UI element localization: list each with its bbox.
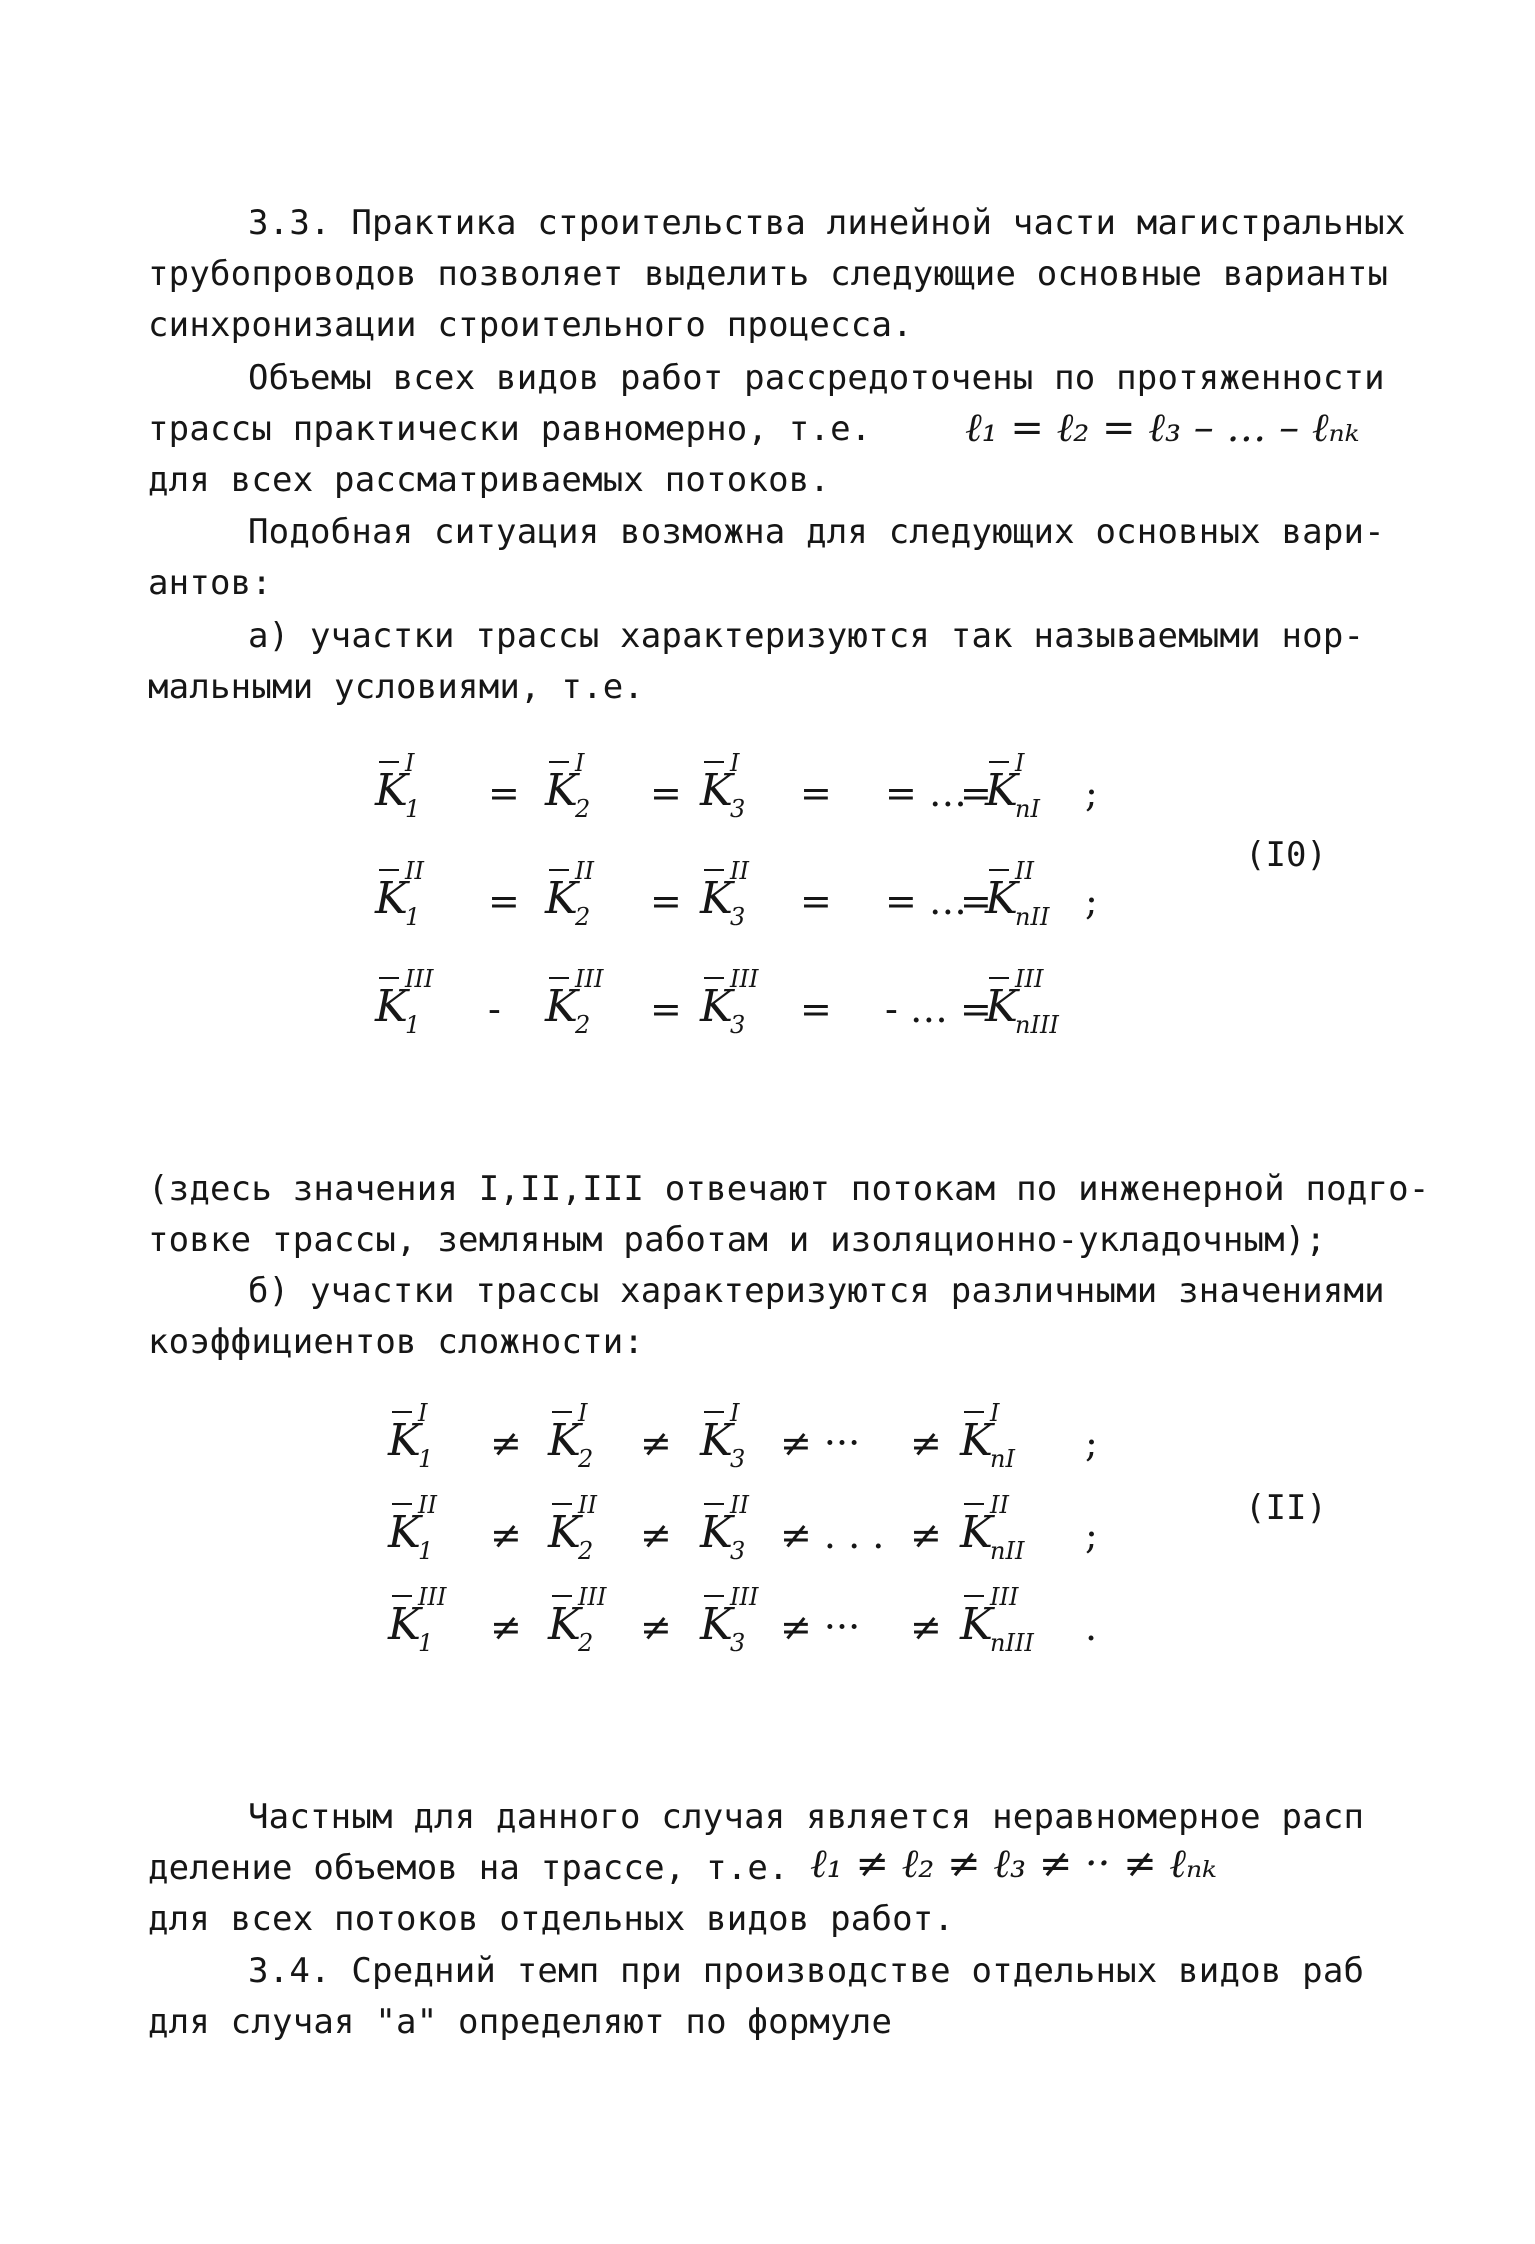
flow-superscript: II xyxy=(730,857,749,885)
operator: ≠ xyxy=(640,1421,672,1465)
text-line: для всех потоков отдельных видов работ. xyxy=(148,1899,955,1939)
flow-superscript: I xyxy=(990,1399,1000,1427)
coefficient-term xyxy=(545,749,591,823)
overline-mark xyxy=(989,977,1009,979)
overline-mark xyxy=(552,1595,572,1597)
flow-superscript: I xyxy=(405,749,415,777)
overline-mark xyxy=(704,869,724,871)
uniform-distribution-formula: ℓ₁ = ℓ₂ = ℓ₃ – … – ℓₙₖ xyxy=(965,405,1360,451)
row-terminator: ; xyxy=(1085,1421,1098,1465)
operator: = … xyxy=(885,879,967,923)
flow-superscript: I xyxy=(730,749,740,777)
operator: ≠ . . . xyxy=(780,1513,885,1557)
flow-superscript: I xyxy=(418,1399,428,1427)
section-subscript: 1 xyxy=(405,903,421,931)
text-line: Объемы всех видов работ рассредоточены по протяженности xyxy=(248,358,1385,398)
coefficient-symbol: K xyxy=(700,873,733,924)
coefficient-symbol: K xyxy=(388,1507,421,1558)
coefficient-symbol: K xyxy=(375,765,408,816)
equation-number-10: (I0) xyxy=(1245,835,1327,875)
row-terminator: ; xyxy=(1085,1513,1098,1557)
section-subscript: nI xyxy=(990,1445,1015,1473)
coefficient-term xyxy=(700,749,746,823)
coefficient-term xyxy=(545,965,604,1039)
flow-superscript: I xyxy=(730,1399,740,1427)
section-subscript: 3 xyxy=(730,903,746,931)
paragraph-flows-note xyxy=(148,1164,1430,1266)
overline-mark xyxy=(392,1411,412,1413)
section-subscript: nIII xyxy=(1015,1011,1059,1039)
section-subscript: 2 xyxy=(575,903,591,931)
operator: = xyxy=(650,879,682,923)
text-line: 3.4. Средний темп при производстве отдельных видов раб xyxy=(248,1951,1365,1991)
coefficient-term xyxy=(548,1399,594,1473)
operator: ≠ xyxy=(910,1513,942,1557)
text-line: коэффициентов сложности: xyxy=(148,1322,645,1362)
text-line: товке трассы, земляным работам и изоляционно-укладочным); xyxy=(148,1220,1327,1260)
overline-mark xyxy=(552,1411,572,1413)
coefficient-symbol: K xyxy=(960,1415,993,1466)
row-terminator: ; xyxy=(1085,879,1098,923)
text-line: б) участки трассы характеризуются различными значениями xyxy=(248,1271,1385,1311)
operator: ≠ ··· xyxy=(780,1605,861,1649)
text-line: 3.3. Практика строительства линейной части магистральных xyxy=(248,203,1406,243)
coefficient-symbol: K xyxy=(548,1507,581,1558)
section-subscript: 2 xyxy=(578,1537,594,1565)
coefficient-term xyxy=(388,1583,447,1657)
coefficient-symbol: K xyxy=(700,1599,733,1650)
coefficient-term xyxy=(700,1399,746,1473)
operator: - … xyxy=(885,987,948,1031)
flow-superscript: III xyxy=(405,965,434,993)
flow-superscript: II xyxy=(578,1491,597,1519)
overline-mark xyxy=(704,1503,724,1505)
coefficient-symbol: K xyxy=(545,765,578,816)
coefficient-symbol: K xyxy=(985,981,1018,1032)
text-line: (здесь значения I,II,III отвечают потокам по инженерной подго- xyxy=(148,1169,1430,1209)
flow-superscript: I xyxy=(575,749,585,777)
operator: ≠ xyxy=(490,1605,522,1649)
coefficient-term xyxy=(388,1491,437,1565)
operator: = xyxy=(650,987,682,1031)
paragraph-case-a xyxy=(148,611,1398,713)
coefficient-term xyxy=(700,1491,749,1565)
coefficient-term xyxy=(375,857,424,931)
overline-mark xyxy=(964,1595,984,1597)
section-subscript: 3 xyxy=(730,1445,746,1473)
overline-mark xyxy=(379,869,399,871)
text-line: антов: xyxy=(148,563,273,603)
coefficient-symbol: K xyxy=(548,1415,581,1466)
coefficient-symbol: K xyxy=(548,1599,581,1650)
overline-mark xyxy=(379,977,399,979)
flow-superscript: III xyxy=(730,965,759,993)
overline-mark xyxy=(549,977,569,979)
overline-mark xyxy=(989,761,1009,763)
operator: = xyxy=(960,771,992,815)
operator: ≠ xyxy=(490,1421,522,1465)
operator: ≠ xyxy=(910,1421,942,1465)
text-line: трубопроводов позволяет выделить следующие основные варианты xyxy=(148,254,1389,294)
section-subscript: 3 xyxy=(730,795,746,823)
flow-superscript: II xyxy=(418,1491,437,1519)
operator: = xyxy=(488,771,520,815)
overline-mark xyxy=(704,761,724,763)
coefficient-symbol: K xyxy=(985,765,1018,816)
operator: ≠ xyxy=(640,1605,672,1649)
coefficient-symbol: K xyxy=(960,1599,993,1650)
section-subscript: nII xyxy=(1015,903,1050,931)
section-subscript: nI xyxy=(1015,795,1040,823)
operator: = xyxy=(800,771,832,815)
flow-superscript: III xyxy=(990,1583,1019,1611)
operator: = xyxy=(960,987,992,1031)
text-line: для всех рассматриваемых потоков. xyxy=(148,460,831,500)
operator: ≠ xyxy=(640,1513,672,1557)
coefficient-symbol: K xyxy=(700,1415,733,1466)
overline-mark xyxy=(704,977,724,979)
section-subscript: 1 xyxy=(418,1629,434,1657)
text-line: трассы практически равномерно, т.е. xyxy=(148,409,872,449)
section-subscript: nIII xyxy=(990,1629,1034,1657)
operator: = xyxy=(650,771,682,815)
flow-superscript: I xyxy=(578,1399,588,1427)
flow-superscript: III xyxy=(418,1583,447,1611)
section-subscript: nII xyxy=(990,1537,1025,1565)
coefficient-symbol: K xyxy=(700,1507,733,1558)
coefficient-term xyxy=(375,965,434,1039)
flow-superscript: III xyxy=(578,1583,607,1611)
coefficient-term xyxy=(545,857,594,931)
operator: = xyxy=(488,879,520,923)
flow-superscript: III xyxy=(1015,965,1044,993)
operator: = xyxy=(800,987,832,1031)
text-line: а) участки трассы характеризуются так называемыми нор- xyxy=(248,616,1365,656)
paragraph-variants xyxy=(148,507,1398,609)
flow-superscript: II xyxy=(990,1491,1009,1519)
coefficient-term xyxy=(700,965,759,1039)
section-subscript: 1 xyxy=(418,1537,434,1565)
flow-superscript: II xyxy=(575,857,594,885)
coefficient-symbol: K xyxy=(388,1415,421,1466)
coefficient-term xyxy=(548,1491,597,1565)
flow-superscript: III xyxy=(575,965,604,993)
paragraph-case-b xyxy=(148,1266,1398,1368)
row-terminator: ; xyxy=(1085,771,1098,815)
overline-mark xyxy=(392,1595,412,1597)
overline-mark xyxy=(704,1595,724,1597)
coefficient-term xyxy=(960,1399,1015,1473)
section-subscript: 1 xyxy=(405,1011,421,1039)
section-subscript: 2 xyxy=(575,795,591,823)
flow-superscript: II xyxy=(405,857,424,885)
coefficient-symbol: K xyxy=(375,873,408,924)
coefficient-symbol: K xyxy=(985,873,1018,924)
coefficient-symbol: K xyxy=(700,765,733,816)
coefficient-symbol: K xyxy=(388,1599,421,1650)
paragraph-3-3 xyxy=(148,198,1406,351)
overline-mark xyxy=(549,761,569,763)
section-subscript: 1 xyxy=(405,795,421,823)
operator: = xyxy=(960,879,992,923)
overline-mark xyxy=(989,869,1009,871)
coefficient-symbol: K xyxy=(545,873,578,924)
coefficient-term xyxy=(548,1583,607,1657)
section-subscript: 3 xyxy=(730,1629,746,1657)
operator: = xyxy=(800,879,832,923)
coefficient-symbol: K xyxy=(960,1507,993,1558)
text-line: Подобная ситуация возможна для следующих основных вари- xyxy=(248,512,1385,552)
operator: ≠ xyxy=(910,1605,942,1649)
coefficient-term xyxy=(700,1583,759,1657)
flow-superscript: II xyxy=(730,1491,749,1519)
equation-number-11: (II) xyxy=(1245,1488,1327,1528)
operator: ≠ ··· xyxy=(780,1421,861,1465)
text-line: синхронизации строительного процесса. xyxy=(148,305,913,345)
section-subscript: 2 xyxy=(575,1011,591,1039)
coefficient-term xyxy=(375,749,421,823)
coefficient-term xyxy=(700,857,749,931)
section-subscript: 3 xyxy=(730,1011,746,1039)
paragraph-3-4 xyxy=(148,1946,1398,2048)
overline-mark xyxy=(549,869,569,871)
text-line: деление объемов на трассе, т.е. xyxy=(148,1848,789,1888)
nonuniform-distribution-formula: ℓ₁ ≠ ℓ₂ ≠ ℓ₃ ≠ ·· ≠ ℓₙₖ xyxy=(810,1841,1217,1887)
operator: - xyxy=(488,987,501,1031)
flow-superscript: II xyxy=(1015,857,1034,885)
operator: = … xyxy=(885,771,967,815)
overline-mark xyxy=(964,1503,984,1505)
operator: ≠ xyxy=(490,1513,522,1557)
section-subscript: 1 xyxy=(418,1445,434,1473)
text-line: Частным для данного случая является неравномерное расп xyxy=(248,1797,1365,1837)
overline-mark xyxy=(552,1503,572,1505)
coefficient-term xyxy=(388,1399,434,1473)
flow-superscript: III xyxy=(730,1583,759,1611)
overline-mark xyxy=(964,1411,984,1413)
coefficient-symbol: K xyxy=(700,981,733,1032)
coefficient-term xyxy=(960,1583,1034,1657)
text-line: для случая "а" определяют по формуле xyxy=(148,2002,893,2042)
flow-superscript: I xyxy=(1015,749,1025,777)
coefficient-symbol: K xyxy=(545,981,578,1032)
coefficient-term xyxy=(960,1491,1025,1565)
coefficient-symbol: K xyxy=(375,981,408,1032)
overline-mark xyxy=(379,761,399,763)
overline-mark xyxy=(704,1411,724,1413)
overline-mark xyxy=(392,1503,412,1505)
section-subscript: 2 xyxy=(578,1445,594,1473)
text-line: мальными условиями, т.е. xyxy=(148,667,645,707)
row-terminator: . xyxy=(1085,1605,1098,1649)
section-subscript: 2 xyxy=(578,1629,594,1657)
section-subscript: 3 xyxy=(730,1537,746,1565)
